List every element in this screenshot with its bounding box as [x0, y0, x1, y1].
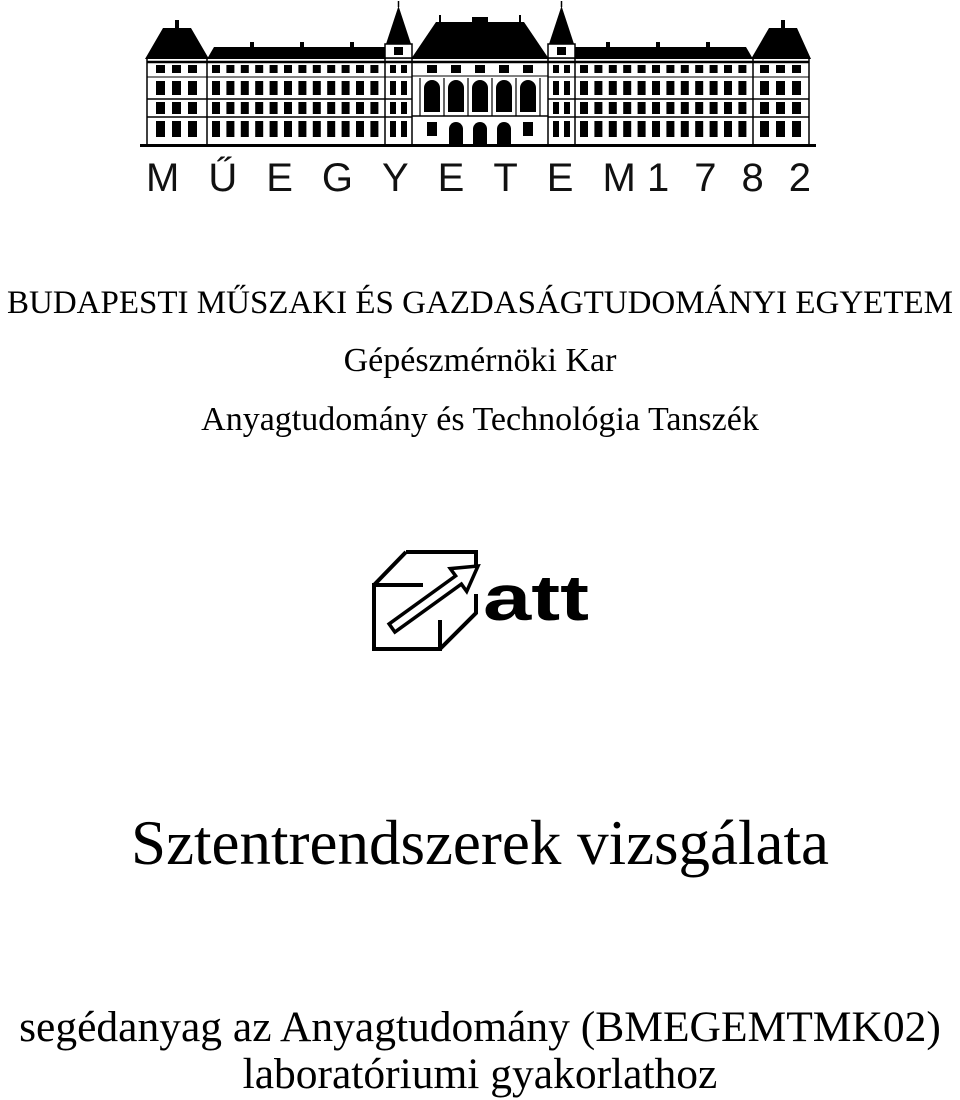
building-window: [313, 102, 321, 114]
tower-window: [394, 47, 403, 55]
building-window: [553, 81, 559, 95]
building-window: [401, 81, 407, 95]
building-window: [356, 65, 364, 73]
building-window: [609, 65, 617, 73]
building-window: [760, 121, 769, 137]
building-window: [553, 102, 559, 114]
building-window: [172, 65, 181, 73]
building-window: [313, 81, 321, 95]
building-window: [594, 121, 602, 137]
building-window: [580, 81, 588, 95]
chimney: [250, 42, 254, 47]
building-window: [370, 102, 378, 114]
university-name: BUDAPESTI MŰSZAKI ÉS GAZDASÁGTUDOMÁNYI EGYETEM: [7, 285, 953, 321]
building-window: [710, 121, 718, 137]
building-window: [370, 121, 378, 137]
faculty-name: Gépészmérnöki Kar: [343, 342, 617, 379]
building-window: [188, 81, 197, 95]
arched-window: [448, 80, 464, 112]
building-window: [738, 102, 746, 114]
chimney: [300, 42, 304, 47]
building-window: [594, 81, 602, 95]
building-window: [226, 121, 234, 137]
building-window: [738, 121, 746, 137]
building-window: [327, 81, 335, 95]
building-window: [738, 65, 746, 73]
attic-window: [499, 65, 509, 73]
building-window: [724, 121, 732, 137]
building-window: [652, 65, 660, 73]
building-window: [298, 121, 306, 137]
building-window: [342, 81, 350, 95]
left-tower-spire: [386, 6, 411, 44]
building-window: [580, 121, 588, 137]
building-window: [724, 81, 732, 95]
right-tower-spire: [549, 6, 574, 44]
building-window: [776, 121, 785, 137]
building-window: [241, 81, 249, 95]
arched-doorway: [473, 122, 487, 144]
building-window: [695, 81, 703, 95]
document-title: Sztentrendszerek vizsgálata: [131, 808, 829, 878]
attic-window: [427, 65, 437, 73]
building-window: [370, 65, 378, 73]
building-window: [270, 81, 278, 95]
attic-window: [523, 65, 533, 73]
building-window: [564, 81, 570, 95]
building-window: [284, 121, 292, 137]
building-window: [212, 121, 220, 137]
cube-left-diagonal: [374, 552, 406, 585]
building-window: [342, 121, 350, 137]
building-window: [226, 81, 234, 95]
central-roof-crest: [472, 17, 488, 22]
arched-window: [472, 80, 488, 112]
building-window: [681, 81, 689, 95]
building-window: [390, 65, 396, 73]
cube-arrow-icon: [360, 540, 600, 660]
building-window: [710, 102, 718, 114]
building-window: [327, 102, 335, 114]
cube-top-edge: [406, 552, 476, 566]
building-window: [776, 81, 785, 95]
building-window: [681, 121, 689, 137]
building-window: [564, 121, 570, 137]
arched-window: [496, 80, 512, 112]
building-window: [356, 81, 364, 95]
building-window: [652, 121, 660, 137]
building-window: [298, 81, 306, 95]
building-window: [255, 121, 263, 137]
building-window: [172, 102, 181, 114]
building-window: [580, 65, 588, 73]
building-window: [564, 65, 570, 73]
building-window: [255, 81, 263, 95]
building-window: [760, 81, 769, 95]
building-window: [390, 81, 396, 95]
building-window: [188, 65, 197, 73]
building-window: [226, 102, 234, 114]
arched-doorway: [497, 122, 511, 144]
attic-window: [475, 65, 485, 73]
logo-wordmark: MŰEGYETEM: [146, 156, 665, 200]
building-window: [666, 121, 674, 137]
building-window: [623, 81, 631, 95]
building-window: [284, 102, 292, 114]
building-window: [241, 102, 249, 114]
building-window: [652, 81, 660, 95]
roof-finial: [519, 15, 521, 22]
left-wing-roof: [207, 47, 386, 59]
building-window: [760, 102, 769, 114]
left-pavilion-finial: [175, 20, 179, 28]
building-window: [342, 102, 350, 114]
chimney: [706, 42, 710, 47]
building-window: [738, 81, 746, 95]
building-window: [564, 102, 570, 114]
building-window: [638, 121, 646, 137]
building-window: [695, 121, 703, 137]
building-window: [695, 102, 703, 114]
cube-side-face: [440, 594, 476, 649]
building-window: [172, 121, 181, 137]
building-window: [594, 102, 602, 114]
building-window: [776, 65, 785, 73]
building-window: [623, 65, 631, 73]
building-window: [609, 81, 617, 95]
building-window: [284, 81, 292, 95]
building-window: [652, 102, 660, 114]
attic-window: [451, 65, 461, 73]
building-window: [609, 102, 617, 114]
central-roof: [411, 22, 549, 59]
building-window: [623, 102, 631, 114]
chimney: [606, 42, 610, 47]
building-window: [241, 65, 249, 73]
building-window: [270, 65, 278, 73]
building-window: [156, 121, 165, 137]
ground-window: [523, 122, 533, 136]
building-window: [553, 65, 559, 73]
chimney: [350, 42, 354, 47]
building-window: [553, 121, 559, 137]
building-window: [313, 65, 321, 73]
building-window: [156, 102, 165, 114]
tower-window: [557, 47, 566, 55]
right-pavilion-finial: [781, 20, 785, 28]
building-window: [401, 121, 407, 137]
building-window: [212, 65, 220, 73]
building-window: [638, 81, 646, 95]
logo-year: 1782: [647, 156, 836, 200]
building-window: [666, 102, 674, 114]
building-window: [313, 121, 321, 137]
roof-finial: [439, 15, 441, 22]
building-window: [401, 65, 407, 73]
building-window: [792, 102, 801, 114]
building-window: [390, 121, 396, 137]
building-window: [212, 102, 220, 114]
subtitle-line-1: segédanyag az Anyagtudomány (BMEGEMTMK02): [19, 1003, 941, 1051]
building-window: [681, 102, 689, 114]
building-window: [390, 102, 396, 114]
building-window: [666, 65, 674, 73]
building-window: [710, 81, 718, 95]
building-window: [255, 65, 263, 73]
arched-doorway: [449, 122, 463, 144]
building-window: [188, 121, 197, 137]
building-window: [724, 102, 732, 114]
ground-window: [427, 122, 437, 136]
building-window: [188, 102, 197, 114]
arched-window: [424, 80, 440, 112]
building-window: [623, 121, 631, 137]
left-pavilion-roof: [145, 28, 209, 59]
building-window: [255, 102, 263, 114]
building-window: [792, 81, 801, 95]
building-window: [760, 65, 769, 73]
building-window: [342, 65, 350, 73]
building-window: [241, 121, 249, 137]
building-window: [327, 65, 335, 73]
right-wing-roof: [574, 47, 753, 59]
building-window: [710, 65, 718, 73]
building-window: [298, 65, 306, 73]
building-window: [681, 65, 689, 73]
building-window: [356, 102, 364, 114]
building-window: [666, 81, 674, 95]
building-window: [156, 65, 165, 73]
building-window: [776, 102, 785, 114]
building-window: [327, 121, 335, 137]
department-name: Anyagtudomány és Technológia Tanszék: [201, 401, 759, 438]
building-window: [270, 121, 278, 137]
building-window: [695, 65, 703, 73]
roofs: [145, 15, 811, 59]
building-window: [212, 81, 220, 95]
building-window: [298, 102, 306, 114]
building-window: [594, 65, 602, 73]
building-window: [270, 102, 278, 114]
building-window: [401, 102, 407, 114]
chimney: [656, 42, 660, 47]
building-window: [792, 121, 801, 137]
building-window: [172, 81, 181, 95]
building-window: [356, 121, 364, 137]
building-window: [226, 65, 234, 73]
ground-line: [140, 144, 816, 147]
right-pavilion-roof: [751, 28, 811, 59]
arched-window: [520, 80, 536, 112]
building-window: [580, 102, 588, 114]
building-window: [792, 65, 801, 73]
department-logo-wordmark: att: [483, 562, 589, 634]
building-window: [284, 65, 292, 73]
building-window: [724, 65, 732, 73]
building-window: [638, 102, 646, 114]
subtitle-line-2: laboratóriumi gyakorlathoz: [242, 1050, 718, 1098]
building-window: [638, 65, 646, 73]
building-window: [609, 121, 617, 137]
building-window: [156, 81, 165, 95]
building-window: [370, 81, 378, 95]
